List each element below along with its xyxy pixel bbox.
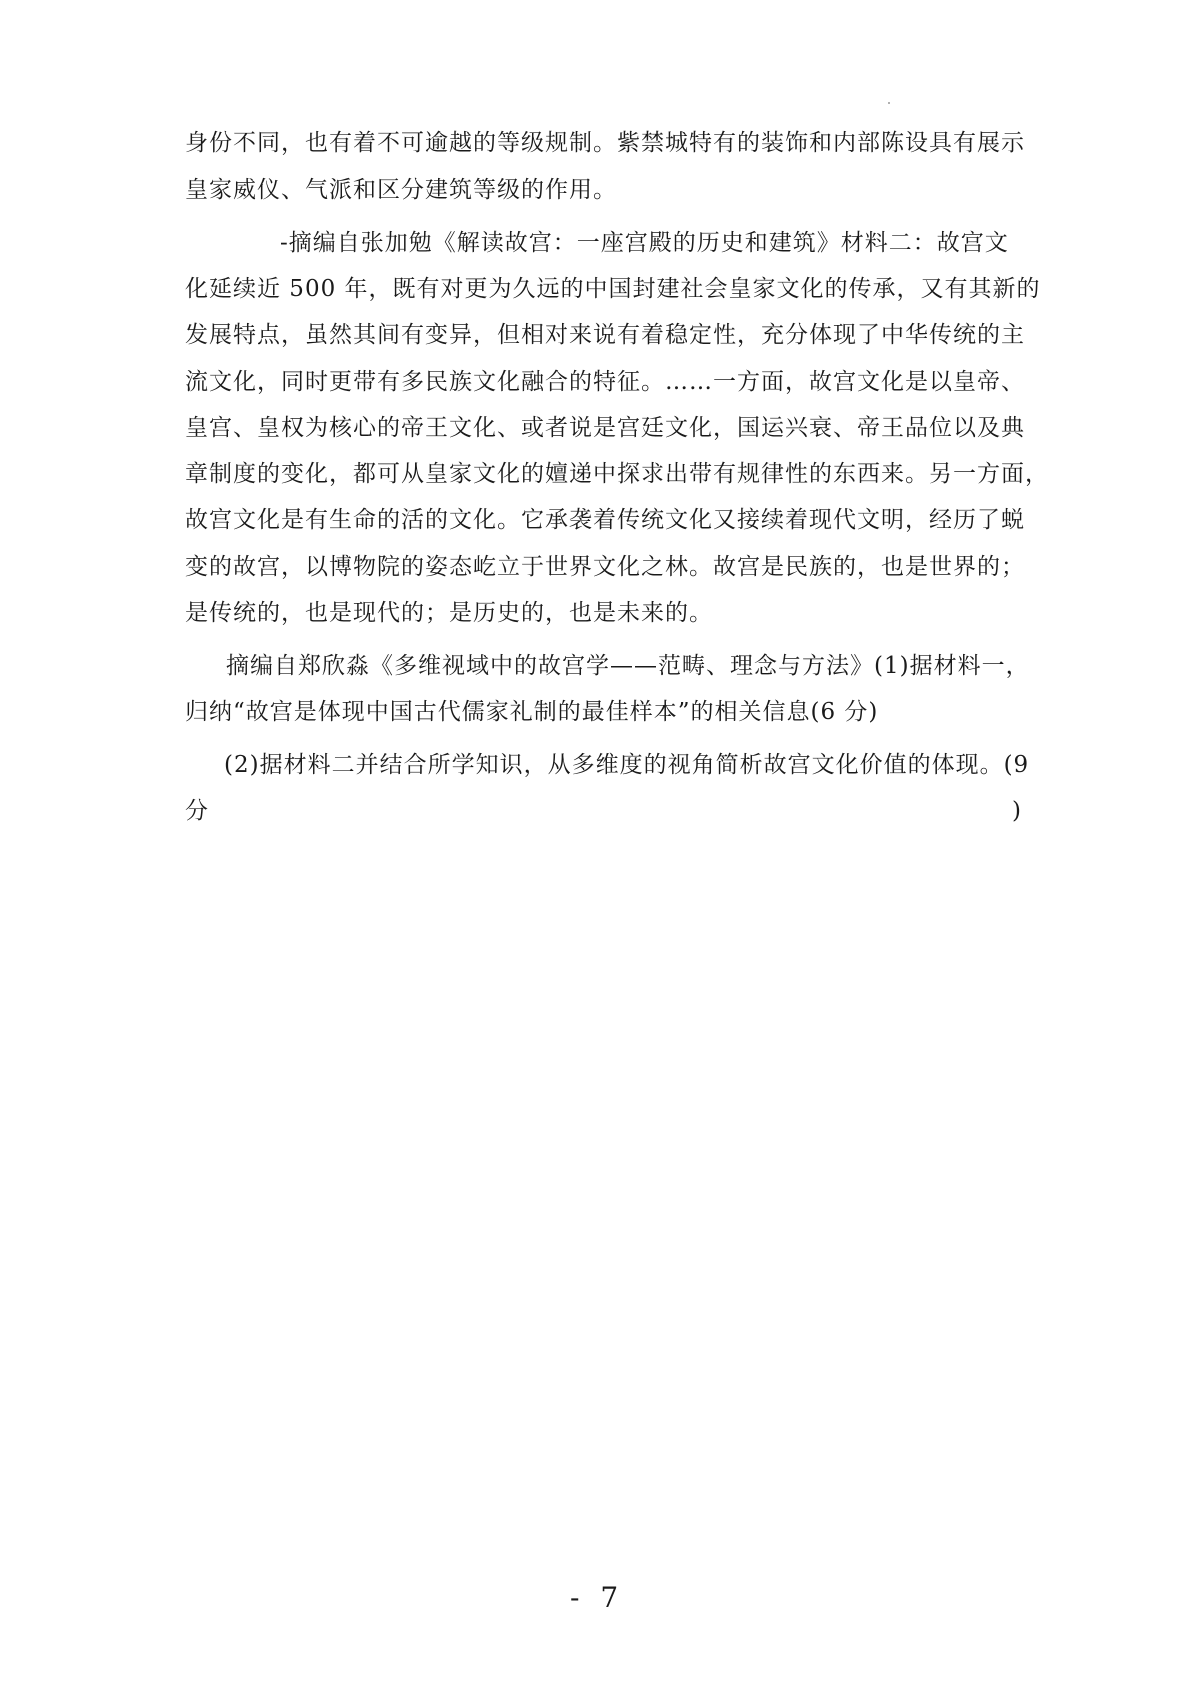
question-1-line: 摘编自郑欣淼《多维视域中的故宫学——范畴、理念与方法》(1)据材料一， <box>226 653 1030 679</box>
text-line: 流文化，同时更带有多民族文化融合的特征。……一方面，故宫文化是以皇帝、 <box>185 369 1025 395</box>
question-2-line: (2)据材料二并结合所学知识，从多维度的视角简析故宫文化价值的体现。(9 <box>224 752 1030 778</box>
scan-speck <box>888 102 890 104</box>
text-line: 皇家威仪、气派和区分建筑等级的作用。 <box>185 177 617 203</box>
text-line: 是传统的，也是现代的；是历史的，也是未来的。 <box>185 600 713 626</box>
text-line: 身份不同，也有着不可逾越的等级规制。紫禁城特有的装饰和内部陈设具有展示 <box>185 130 1025 156</box>
text-line: 章制度的变化，都可从皇家文化的嬗递中探求出带有规律性的东西来。另一方面， <box>185 461 1049 487</box>
text-line: 故宫文化是有生命的活的文化。它承袭着传统文化又接续着现代文明，经历了蜕 <box>185 507 1025 533</box>
text-line: 变的故宫，以博物院的姿态屹立于世界文化之林。故宫是民族的，也是世界的； <box>185 554 1025 580</box>
question-2-line: 分 <box>185 798 209 824</box>
text-line: 化延续近 500 年，既有对更为久远的中国封建社会皇家文化的传承，又有其新的 <box>185 276 1041 302</box>
text-line: 皇宫、皇权为核心的帝王文化、或者说是宫廷文化，国运兴衰、帝王品位以及典 <box>185 415 1025 441</box>
source-citation-line: -摘编自张加勉《解读故宫：一座宫殿的历史和建筑》材料二：故宫文 <box>280 230 1009 256</box>
text-line: 发展特点，虽然其间有变异，但相对来说有着稳定性，充分体现了中华传统的主 <box>185 322 1025 348</box>
page-number: - 7 <box>570 1581 625 1614</box>
question-1-line: 归纳“故宫是体现中国古代儒家礼制的最佳样本”的相关信息(6 分) <box>185 699 879 725</box>
closing-paren: ) <box>1012 798 1021 824</box>
